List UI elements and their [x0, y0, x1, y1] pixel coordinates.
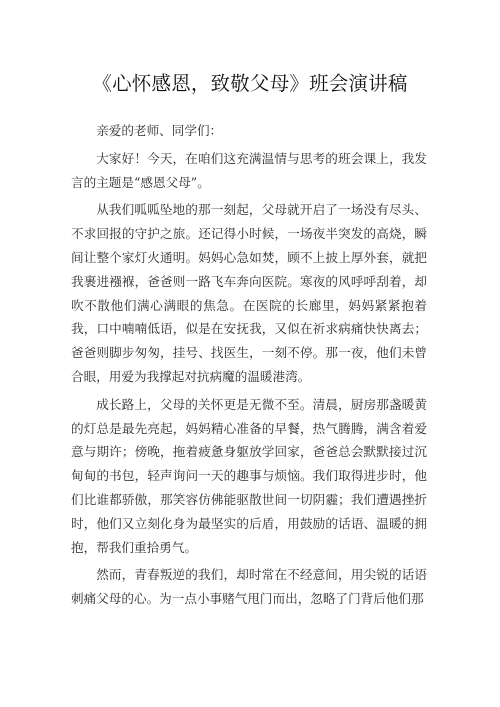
paragraph-intro: 大家好！今天，在咱们这充满温情与思考的班会课上，我发言的主题是“感恩父母”。 [71, 150, 427, 190]
paragraph-greeting: 亲爱的老师、同学们： [96, 123, 223, 138]
paragraph-adolescence: 然而，青春叛逆的我们，却时常在不经意间，用尖锐的话语刺痛父母的心。为一点小事赌气甩门而出，忽略了门背后他们那 [71, 567, 427, 607]
paragraph-childhood: 从我们呱呱坠地的那一刻起，父母就开启了一场没有尽头、不求回报的守护之旅。还记得小时候，一场夜半突发的高烧，瞬间让整个家灯火通明。妈妈心急如焚，顾不上披上厚外套，就把我裹进襁褓，爸爸则一路飞车奔向医院。寒夜的风呼呼刮着，却吹不散他们满心满眼的焦急。在医院的长廊里，妈妈紧紧抱着我，口中喃喃低语，似是在安抚我，又似在祈求病痛快快离去；爸爸则脚步匆匆，挂号、找医生，一刻不停。那一夜，他们未曾合眼，用爱为我撑起对抗病魔的温暖港湾。 [71, 202, 427, 384]
paragraph-growing-up: 成长路上，父母的关怀更是无微不至。清晨，厨房那盏暖黄的灯总是最先亮起，妈妈精心准备的早餐，热气腾腾，满含着爱意与期许；傍晚，拖着疲惫身躯放学回家，爸爸总会默默接过沉甸甸的书包，轻声询问一天的趣事与烦恼。我们取得进步时，他们比谁都骄傲，那笑容仿佛能驱散世间一切阴霾；我们遭遇挫折时，他们又立刻化身为最坚实的后盾，用鼓励的话语、温暖的拥抱，帮我们重拾勇气。 [71, 396, 427, 555]
document-title: 《心怀感恩，致敬父母》班会演讲稿 [92, 72, 408, 95]
speech-body [71, 119, 427, 615]
